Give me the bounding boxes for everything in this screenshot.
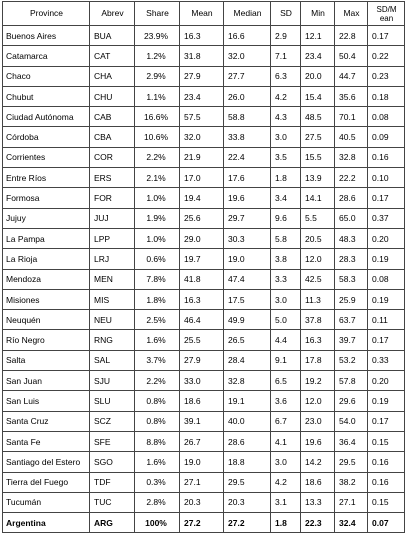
cell-sd: 3.0 — [271, 452, 301, 472]
cell-sd-mean: 0.16 — [368, 147, 405, 167]
cell-min: 20.5 — [301, 228, 335, 248]
cell-share: 23.9% — [135, 26, 180, 46]
cell-median: 19.0 — [224, 249, 271, 269]
cell-sd-mean: 0.33 — [368, 350, 405, 370]
cell-min: 18.6 — [301, 472, 335, 492]
cell-sd-mean: 0.08 — [368, 107, 405, 127]
cell-sd: 3.8 — [271, 249, 301, 269]
cell-sd: 6.3 — [271, 66, 301, 86]
cell-max: 44.7 — [335, 66, 368, 86]
cell-sd-mean: 0.20 — [368, 371, 405, 391]
table-header — [3, 2, 405, 26]
cell-min: 13.3 — [301, 492, 335, 512]
cell-share: 100% — [135, 513, 180, 533]
cell-min: 48.5 — [301, 107, 335, 127]
cell-abrev: CAB — [90, 107, 135, 127]
cell-abrev: SAL — [90, 350, 135, 370]
cell-province: Chaco — [3, 66, 90, 86]
table-row — [3, 188, 405, 208]
cell-abrev: TUC — [90, 492, 135, 512]
cell-max: 40.5 — [335, 127, 368, 147]
cell-sd: 3.5 — [271, 147, 301, 167]
cell-abrev: SGO — [90, 452, 135, 472]
table-row — [3, 492, 405, 512]
cell-sd-mean: 0.19 — [368, 289, 405, 309]
cell-min: 11.3 — [301, 289, 335, 309]
cell-max: 36.4 — [335, 431, 368, 451]
table-row — [3, 46, 405, 66]
cell-mean: 57.5 — [180, 107, 224, 127]
cell-sd-mean: 0.22 — [368, 46, 405, 66]
cell-share: 2.9% — [135, 66, 180, 86]
cell-mean: 46.4 — [180, 310, 224, 330]
cell-max: 58.3 — [335, 269, 368, 289]
cell-mean: 27.9 — [180, 350, 224, 370]
cell-abrev: TDF — [90, 472, 135, 492]
cell-province: Chubut — [3, 86, 90, 106]
header-province: Province — [3, 2, 90, 26]
cell-sd-mean: 0.20 — [368, 228, 405, 248]
cell-abrev: CBA — [90, 127, 135, 147]
cell-abrev: NEU — [90, 310, 135, 330]
cell-median: 26.5 — [224, 330, 271, 350]
cell-province: Buenos Aires — [3, 26, 90, 46]
cell-max: 28.6 — [335, 188, 368, 208]
table-row — [3, 127, 405, 147]
cell-sd-mean: 0.17 — [368, 188, 405, 208]
cell-share: 2.8% — [135, 492, 180, 512]
cell-abrev: CHU — [90, 86, 135, 106]
cell-min: 15.5 — [301, 147, 335, 167]
cell-province: Corrientes — [3, 147, 90, 167]
table-row — [3, 330, 405, 350]
cell-abrev: COR — [90, 147, 135, 167]
table-row — [3, 371, 405, 391]
header-sd: SD — [271, 2, 301, 26]
cell-share: 1.9% — [135, 208, 180, 228]
cell-abrev: LRJ — [90, 249, 135, 269]
cell-sd: 3.0 — [271, 289, 301, 309]
cell-median: 17.6 — [224, 168, 271, 188]
cell-mean: 27.2 — [180, 513, 224, 533]
cell-abrev: JUJ — [90, 208, 135, 228]
cell-min: 19.6 — [301, 431, 335, 451]
cell-min: 12.0 — [301, 249, 335, 269]
table-row — [3, 86, 405, 106]
table-row — [3, 26, 405, 46]
cell-mean: 33.0 — [180, 371, 224, 391]
header-mean: Mean — [180, 2, 224, 26]
cell-abrev: SLU — [90, 391, 135, 411]
cell-min: 12.1 — [301, 26, 335, 46]
cell-province: Formosa — [3, 188, 90, 208]
cell-sd-mean: 0.16 — [368, 452, 405, 472]
cell-mean: 41.8 — [180, 269, 224, 289]
cell-sd: 3.3 — [271, 269, 301, 289]
cell-max: 39.7 — [335, 330, 368, 350]
province-statistics-table — [2, 1, 405, 533]
cell-share: 10.6% — [135, 127, 180, 147]
cell-sd: 7.1 — [271, 46, 301, 66]
cell-sd: 3.4 — [271, 188, 301, 208]
cell-mean: 27.1 — [180, 472, 224, 492]
cell-max: 70.1 — [335, 107, 368, 127]
cell-mean: 20.3 — [180, 492, 224, 512]
cell-abrev: LPP — [90, 228, 135, 248]
header-median: Median — [224, 2, 271, 26]
cell-sd: 4.1 — [271, 431, 301, 451]
cell-mean: 16.3 — [180, 26, 224, 46]
table-row — [3, 411, 405, 431]
table-row — [3, 249, 405, 269]
cell-province: Tucumán — [3, 492, 90, 512]
cell-mean: 32.0 — [180, 127, 224, 147]
cell-province: Ciudad Autónoma — [3, 107, 90, 127]
cell-median: 32.0 — [224, 46, 271, 66]
cell-province: La Pampa — [3, 228, 90, 248]
cell-share: 3.7% — [135, 350, 180, 370]
cell-abrev: RNG — [90, 330, 135, 350]
cell-sd-mean: 0.16 — [368, 472, 405, 492]
cell-share: 1.2% — [135, 46, 180, 66]
cell-max: 65.0 — [335, 208, 368, 228]
table-row — [3, 269, 405, 289]
cell-min: 13.9 — [301, 168, 335, 188]
table-body — [3, 26, 405, 533]
cell-median: 28.4 — [224, 350, 271, 370]
cell-province: San Juan — [3, 371, 90, 391]
cell-share: 0.6% — [135, 249, 180, 269]
cell-sd-mean: 0.37 — [368, 208, 405, 228]
cell-share: 8.8% — [135, 431, 180, 451]
cell-min: 14.2 — [301, 452, 335, 472]
cell-share: 2.1% — [135, 168, 180, 188]
cell-median: 19.6 — [224, 188, 271, 208]
cell-mean: 31.8 — [180, 46, 224, 66]
cell-sd-mean: 0.07 — [368, 513, 405, 533]
cell-max: 32.4 — [335, 513, 368, 533]
cell-sd-mean: 0.11 — [368, 310, 405, 330]
cell-mean: 16.3 — [180, 289, 224, 309]
cell-median: 16.6 — [224, 26, 271, 46]
cell-abrev: SJU — [90, 371, 135, 391]
cell-share: 0.3% — [135, 472, 180, 492]
cell-abrev: CHA — [90, 66, 135, 86]
cell-sd: 9.6 — [271, 208, 301, 228]
cell-median: 58.8 — [224, 107, 271, 127]
cell-max: 53.2 — [335, 350, 368, 370]
cell-median: 32.8 — [224, 371, 271, 391]
cell-max: 50.4 — [335, 46, 368, 66]
cell-share: 2.2% — [135, 147, 180, 167]
cell-sd: 5.8 — [271, 228, 301, 248]
cell-abrev: CAT — [90, 46, 135, 66]
cell-mean: 19.4 — [180, 188, 224, 208]
cell-sd: 9.1 — [271, 350, 301, 370]
cell-mean: 18.6 — [180, 391, 224, 411]
cell-median: 18.8 — [224, 452, 271, 472]
cell-sd-mean: 0.17 — [368, 26, 405, 46]
cell-province: Misiones — [3, 289, 90, 309]
cell-median: 26.0 — [224, 86, 271, 106]
cell-max: 25.9 — [335, 289, 368, 309]
cell-median: 33.8 — [224, 127, 271, 147]
cell-share: 2.2% — [135, 371, 180, 391]
cell-sd: 3.0 — [271, 127, 301, 147]
cell-province: Córdoba — [3, 127, 90, 147]
cell-province: Río Negro — [3, 330, 90, 350]
cell-share: 16.6% — [135, 107, 180, 127]
cell-min: 27.5 — [301, 127, 335, 147]
cell-min: 5.5 — [301, 208, 335, 228]
cell-share: 1.6% — [135, 330, 180, 350]
cell-max: 48.3 — [335, 228, 368, 248]
cell-sd-mean: 0.15 — [368, 492, 405, 512]
table-row — [3, 431, 405, 451]
cell-median: 49.9 — [224, 310, 271, 330]
cell-province: Santa Fe — [3, 431, 90, 451]
cell-sd: 4.3 — [271, 107, 301, 127]
cell-province: Santiago del Estero — [3, 452, 90, 472]
cell-min: 23.0 — [301, 411, 335, 431]
cell-median: 29.5 — [224, 472, 271, 492]
cell-sd-mean: 0.19 — [368, 249, 405, 269]
table-row — [3, 472, 405, 492]
cell-sd: 6.7 — [271, 411, 301, 431]
cell-province: Neuquén — [3, 310, 90, 330]
cell-min: 20.0 — [301, 66, 335, 86]
cell-median: 40.0 — [224, 411, 271, 431]
table-row — [3, 147, 405, 167]
cell-min: 15.4 — [301, 86, 335, 106]
table-row — [3, 168, 405, 188]
cell-median: 29.7 — [224, 208, 271, 228]
cell-mean: 26.7 — [180, 431, 224, 451]
cell-abrev: ARG — [90, 513, 135, 533]
cell-median: 19.1 — [224, 391, 271, 411]
table-row — [3, 452, 405, 472]
cell-max: 54.0 — [335, 411, 368, 431]
cell-mean: 17.0 — [180, 168, 224, 188]
cell-sd-mean: 0.08 — [368, 269, 405, 289]
table-row — [3, 310, 405, 330]
cell-sd: 2.9 — [271, 26, 301, 46]
cell-mean: 25.5 — [180, 330, 224, 350]
cell-max: 57.8 — [335, 371, 368, 391]
cell-abrev: SCZ — [90, 411, 135, 431]
cell-max: 28.3 — [335, 249, 368, 269]
cell-max: 29.6 — [335, 391, 368, 411]
cell-median: 17.5 — [224, 289, 271, 309]
cell-sd: 1.8 — [271, 168, 301, 188]
cell-mean: 27.9 — [180, 66, 224, 86]
cell-median: 28.6 — [224, 431, 271, 451]
cell-sd-mean: 0.17 — [368, 411, 405, 431]
cell-max: 35.6 — [335, 86, 368, 106]
cell-sd-mean: 0.10 — [368, 168, 405, 188]
cell-share: 1.6% — [135, 452, 180, 472]
table-row — [3, 208, 405, 228]
cell-median: 22.4 — [224, 147, 271, 167]
cell-share: 0.8% — [135, 411, 180, 431]
cell-share: 2.5% — [135, 310, 180, 330]
cell-province: Mendoza — [3, 269, 90, 289]
cell-mean: 19.7 — [180, 249, 224, 269]
header-sd-mean: SD/M ean — [368, 2, 405, 26]
cell-sd-mean: 0.17 — [368, 330, 405, 350]
cell-share: 1.8% — [135, 289, 180, 309]
header-share: Share — [135, 2, 180, 26]
cell-province: Jujuy — [3, 208, 90, 228]
cell-mean: 39.1 — [180, 411, 224, 431]
cell-min: 17.8 — [301, 350, 335, 370]
cell-max: 22.2 — [335, 168, 368, 188]
cell-sd: 4.2 — [271, 472, 301, 492]
cell-max: 63.7 — [335, 310, 368, 330]
header-row — [3, 2, 405, 26]
cell-sd: 6.5 — [271, 371, 301, 391]
cell-province: Tierra del Fuego — [3, 472, 90, 492]
cell-min: 42.5 — [301, 269, 335, 289]
cell-median: 27.2 — [224, 513, 271, 533]
cell-min: 14.1 — [301, 188, 335, 208]
cell-sd: 3.1 — [271, 492, 301, 512]
cell-province: La Rioja — [3, 249, 90, 269]
cell-share: 1.0% — [135, 188, 180, 208]
table-row — [3, 107, 405, 127]
cell-sd-mean: 0.19 — [368, 391, 405, 411]
cell-sd-mean: 0.09 — [368, 127, 405, 147]
cell-province: Salta — [3, 350, 90, 370]
table-row — [3, 228, 405, 248]
cell-median: 30.3 — [224, 228, 271, 248]
table-row — [3, 66, 405, 86]
cell-sd: 3.6 — [271, 391, 301, 411]
cell-mean: 23.4 — [180, 86, 224, 106]
cell-province: Catamarca — [3, 46, 90, 66]
cell-min: 37.8 — [301, 310, 335, 330]
cell-mean: 19.0 — [180, 452, 224, 472]
cell-share: 7.8% — [135, 269, 180, 289]
header-abrev: Abrev — [90, 2, 135, 26]
cell-province: Entre Ríos — [3, 168, 90, 188]
table-row — [3, 350, 405, 370]
cell-sd: 4.4 — [271, 330, 301, 350]
cell-share: 1.1% — [135, 86, 180, 106]
cell-median: 27.7 — [224, 66, 271, 86]
province-statistics-sheet — [2, 1, 404, 533]
cell-median: 47.4 — [224, 269, 271, 289]
cell-abrev: MIS — [90, 289, 135, 309]
cell-province: Santa Cruz — [3, 411, 90, 431]
cell-mean: 25.6 — [180, 208, 224, 228]
cell-mean: 21.9 — [180, 147, 224, 167]
cell-sd: 5.0 — [271, 310, 301, 330]
cell-sd: 1.8 — [271, 513, 301, 533]
header-min: Min — [301, 2, 335, 26]
cell-sd: 4.2 — [271, 86, 301, 106]
cell-min: 19.2 — [301, 371, 335, 391]
cell-share: 0.8% — [135, 391, 180, 411]
cell-max: 22.8 — [335, 26, 368, 46]
header-max: Max — [335, 2, 368, 26]
cell-abrev: MEN — [90, 269, 135, 289]
cell-max: 32.8 — [335, 147, 368, 167]
total-row — [3, 513, 405, 533]
cell-min: 12.0 — [301, 391, 335, 411]
cell-abrev: ERS — [90, 168, 135, 188]
cell-min: 16.3 — [301, 330, 335, 350]
cell-max: 29.5 — [335, 452, 368, 472]
cell-median: 20.3 — [224, 492, 271, 512]
table-row — [3, 391, 405, 411]
cell-max: 27.1 — [335, 492, 368, 512]
cell-province: Argentina — [3, 513, 90, 533]
cell-sd-mean: 0.23 — [368, 66, 405, 86]
cell-max: 38.2 — [335, 472, 368, 492]
cell-abrev: FOR — [90, 188, 135, 208]
cell-province: San Luis — [3, 391, 90, 411]
cell-abrev: SFE — [90, 431, 135, 451]
cell-abrev: BUA — [90, 26, 135, 46]
table-row — [3, 289, 405, 309]
cell-min: 23.4 — [301, 46, 335, 66]
cell-sd-mean: 0.15 — [368, 431, 405, 451]
cell-sd-mean: 0.18 — [368, 86, 405, 106]
cell-min: 22.3 — [301, 513, 335, 533]
cell-mean: 29.0 — [180, 228, 224, 248]
cell-share: 1.0% — [135, 228, 180, 248]
